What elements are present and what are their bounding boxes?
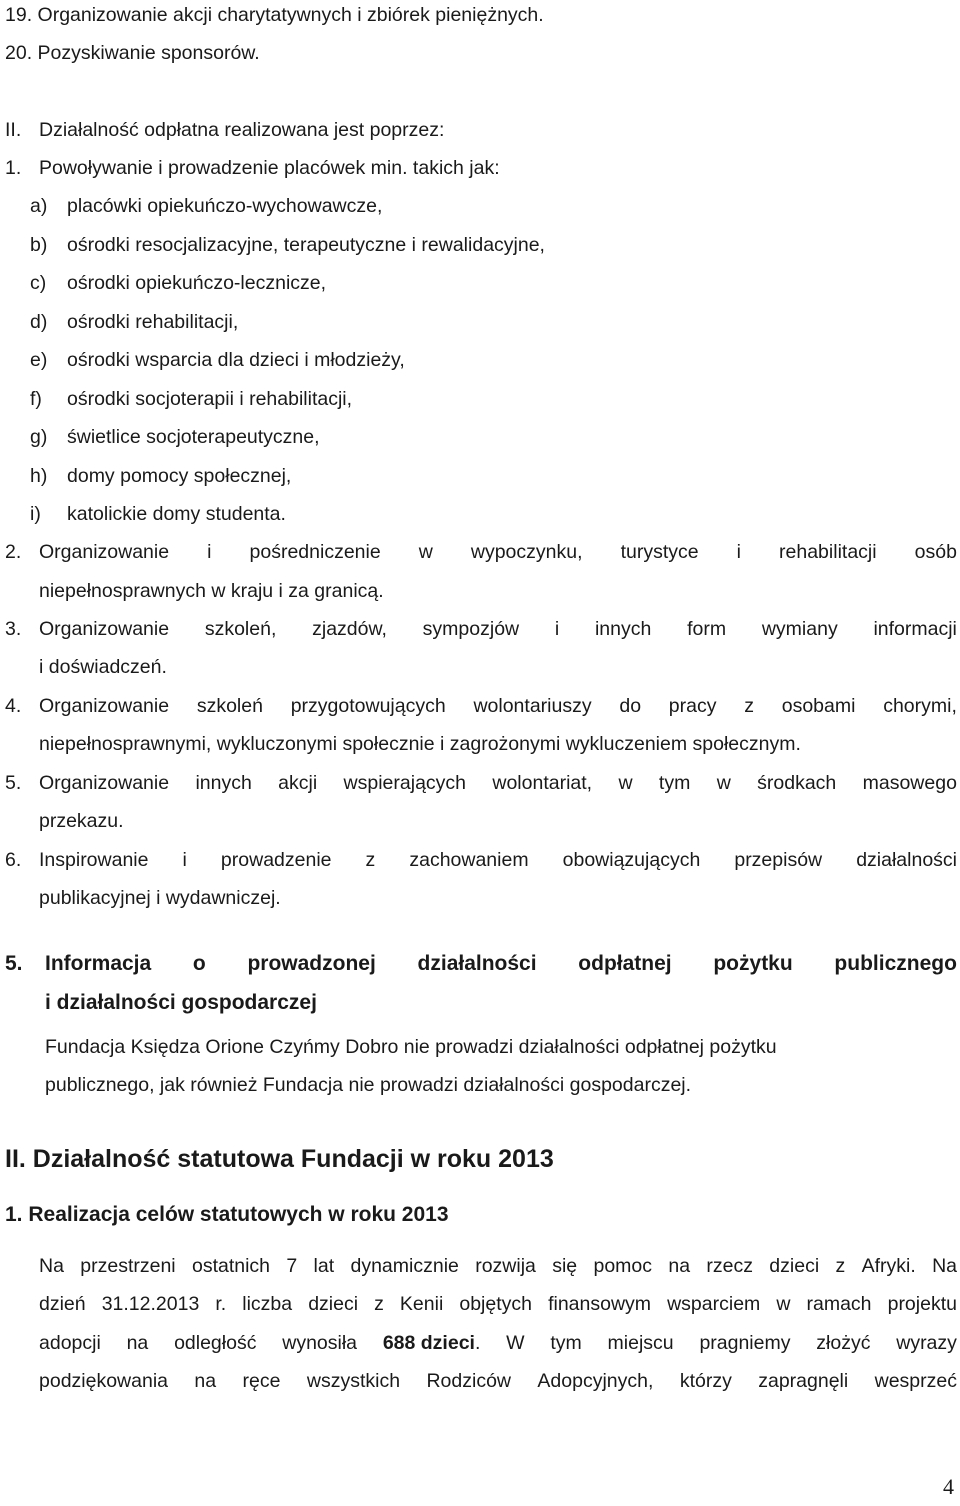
word: przygotowujących (290, 695, 446, 717)
item-6-line-1 (39, 848, 957, 872)
word: z (374, 1293, 384, 1315)
paragraph-1-line-1 (39, 1254, 957, 1278)
sublist-item: świetlice socjoterapeutyczne, (67, 426, 320, 448)
word: i (182, 849, 187, 871)
sublist-item: ośrodki socjoterapii i rehabilitacji, (67, 388, 353, 410)
word: szkoleń (196, 695, 263, 717)
heading-5-line-1 (45, 952, 957, 976)
word: miejscu (607, 1332, 674, 1354)
sublist-label: g) (30, 426, 48, 448)
word: i (207, 541, 212, 563)
word: rozwija (475, 1255, 536, 1277)
word: Afryki. (861, 1255, 916, 1277)
word: Adopcyjnych, (537, 1370, 654, 1392)
word: lat (313, 1255, 335, 1277)
item-4-line-1 (39, 694, 957, 718)
item-6-number: 6. (5, 849, 22, 871)
word: ramach (806, 1293, 872, 1315)
word: przestrzeni (80, 1255, 176, 1277)
word: ręce (242, 1370, 281, 1392)
word: osobami (781, 695, 856, 717)
sublist-item: domy pomocy społecznej, (67, 465, 292, 487)
item-5-line-2: przekazu. (39, 810, 124, 832)
word: Rodziców (426, 1370, 512, 1392)
word: rehabilitacji (779, 541, 877, 563)
paragraph-5-line-2: publicznego, jak również Fundacja nie prowadzi działalności gospodarczej. (45, 1074, 692, 1096)
word: zjazdów, (312, 618, 387, 640)
word: przepisów (734, 849, 823, 871)
word: i (554, 618, 560, 640)
word: dzień (39, 1293, 86, 1315)
word: wypoczynku, (470, 541, 583, 563)
word: Na (932, 1255, 957, 1277)
word: publicznego (834, 952, 957, 975)
word: pożytku (713, 952, 793, 975)
word: w (716, 772, 731, 794)
word: rzecz (706, 1255, 753, 1277)
word: pośredniczenie (249, 541, 381, 563)
word: do (619, 695, 642, 717)
word: pracy (668, 695, 717, 717)
item-1-number: 1. (5, 157, 22, 179)
word: wolontariat, (492, 772, 593, 794)
word: wynosiła (282, 1332, 358, 1354)
sublist-item: ośrodki rehabilitacji, (67, 311, 239, 333)
word: wsparciem (667, 1293, 761, 1315)
word: objętych (459, 1293, 532, 1315)
item-3-line-2: i doświadczeń. (39, 656, 167, 678)
children-count: 688 dzieci (382, 1332, 475, 1354)
subsection-heading-1: 1. Realizacja celów statutowych w roku 2013 (5, 1203, 449, 1226)
word: podziękowania (39, 1370, 169, 1392)
word: szkoleń, (204, 618, 277, 640)
word: sympozjów (422, 618, 520, 640)
word: z (365, 849, 376, 871)
sublist-label: d) (30, 311, 48, 333)
word: Organizowanie (39, 772, 170, 794)
word: form (687, 618, 727, 640)
word: r. (215, 1293, 227, 1315)
sublist-label: e) (30, 349, 48, 371)
sublist-label: b) (30, 234, 48, 256)
word: pragniemy (699, 1332, 791, 1354)
word: wszystkich (306, 1370, 401, 1392)
word: tym (550, 1332, 582, 1354)
item-3-number: 3. (5, 618, 22, 640)
item-5-line-1 (39, 771, 957, 795)
paragraph-1-line-2 (39, 1292, 957, 1316)
word: Na (39, 1255, 64, 1277)
list-item-20: 20. Pozyskiwanie sponsorów. (5, 42, 260, 64)
word: zapragnęli (758, 1370, 849, 1392)
item-4-line-2: niepełnosprawnymi, wykluczonymi społecznie i zagrożonymi wykluczeniem społecznym. (39, 733, 801, 755)
sublist-label: a) (30, 195, 48, 217)
item-5-number: 5. (5, 772, 22, 794)
item-6-line-2: publikacyjnej i wydawniczej. (39, 887, 281, 909)
word: dynamicznie (350, 1255, 459, 1277)
word: z (835, 1255, 846, 1277)
word: W (506, 1332, 525, 1354)
word: prowadzonej (247, 952, 376, 975)
section-ii-text: Działalność odpłatna realizowana jest poprzez: (39, 119, 445, 141)
heading-5-line-2: i działalności gospodarczej (45, 991, 317, 1014)
word: Organizowanie (39, 541, 170, 563)
word: na (668, 1255, 691, 1277)
word: 7 (286, 1255, 298, 1277)
section-heading-ii: II. Działalność statutowa Fundacji w roku 2013 (5, 1145, 554, 1173)
word: którzy (679, 1370, 732, 1392)
word: w (618, 772, 633, 794)
word: tym (658, 772, 691, 794)
section-ii-number: II. (5, 119, 22, 141)
sublist-label: h) (30, 465, 48, 487)
sublist-label: c) (30, 272, 47, 294)
word: projektu (887, 1293, 957, 1315)
word: innych (594, 618, 652, 640)
item-2-number: 2. (5, 541, 22, 563)
heading-5-number: 5. (5, 952, 23, 975)
word: chorymi, (883, 695, 957, 717)
word: akcji (278, 772, 318, 794)
word: na (126, 1332, 149, 1354)
word: pomoc (593, 1255, 653, 1277)
word: działalności (856, 849, 957, 871)
sublist-item: placówki opiekuńczo-wychowawcze, (67, 195, 383, 217)
word: 31.12.2013 (101, 1293, 200, 1315)
word: wspierających (343, 772, 467, 794)
word: liczba (242, 1293, 293, 1315)
word: odległość (174, 1332, 257, 1354)
word: wyrazy (896, 1332, 957, 1354)
word: innych (195, 772, 252, 794)
word: finansowym (548, 1293, 652, 1315)
word: Organizowanie (39, 618, 170, 640)
word: wymiany (761, 618, 838, 640)
word: o (192, 952, 206, 975)
line-3-first-after-word: . (474, 1332, 481, 1354)
item-4-number: 4. (5, 695, 22, 717)
paragraph-1-line-3 (39, 1331, 957, 1355)
sublist-item: katolickie domy studenta. (67, 503, 286, 525)
word: się (552, 1255, 578, 1277)
item-2-line-2: niepełnosprawnych w kraju i za granicą. (39, 580, 384, 602)
item-1-text: Powoływanie i prowadzenie placówek min. takich jak: (39, 157, 500, 179)
word: zachowaniem (409, 849, 529, 871)
sublist-label: i) (30, 503, 41, 525)
sublist-item: ośrodki resocjalizacyjne, terapeutyczne i rewalidacyjne, (67, 234, 545, 256)
sublist-label: f) (30, 388, 42, 410)
word: Informacja (45, 952, 152, 975)
word: prowadzenie (220, 849, 332, 871)
word: osób (914, 541, 957, 563)
word: w (776, 1293, 791, 1315)
page-number: 4 (943, 1474, 954, 1499)
word: i (736, 541, 741, 563)
word: Inspirowanie (39, 849, 149, 871)
word: informacji (873, 618, 957, 640)
word: Kenii (399, 1293, 444, 1315)
word: na (194, 1370, 217, 1392)
word: turystyce (620, 541, 699, 563)
sublist-item: ośrodki opiekuńczo-lecznicze, (67, 272, 327, 294)
list-item-19: 19. Organizowanie akcji charytatywnych i zbiórek pieniężnych. (5, 4, 544, 26)
word: Organizowanie (39, 695, 170, 717)
word: środkach (757, 772, 837, 794)
word: obowiązujących (562, 849, 701, 871)
word: adopcji (39, 1332, 101, 1354)
word: odpłatnej (578, 952, 672, 975)
word: wesprzeć (874, 1370, 957, 1392)
word: w (418, 541, 433, 563)
sublist-item: ośrodki wsparcia dla dzieci i młodzieży, (67, 349, 405, 371)
paragraph-5-line-1: Fundacja Księdza Orione Czyńmy Dobro nie prowadzi działalności odpłatnej pożytku (45, 1036, 777, 1058)
word: z (744, 695, 754, 717)
word: złożyć (816, 1332, 871, 1354)
item-3-line-1 (39, 617, 957, 641)
word: masowego (862, 772, 957, 794)
paragraph-1-line-4 (39, 1369, 957, 1393)
word: działalności (417, 952, 537, 975)
word: ostatnich (191, 1255, 271, 1277)
word: wolontariuszy (473, 695, 592, 717)
word: dzieci (308, 1293, 359, 1315)
word: dzieci (769, 1255, 820, 1277)
item-2-line-1 (39, 540, 957, 564)
